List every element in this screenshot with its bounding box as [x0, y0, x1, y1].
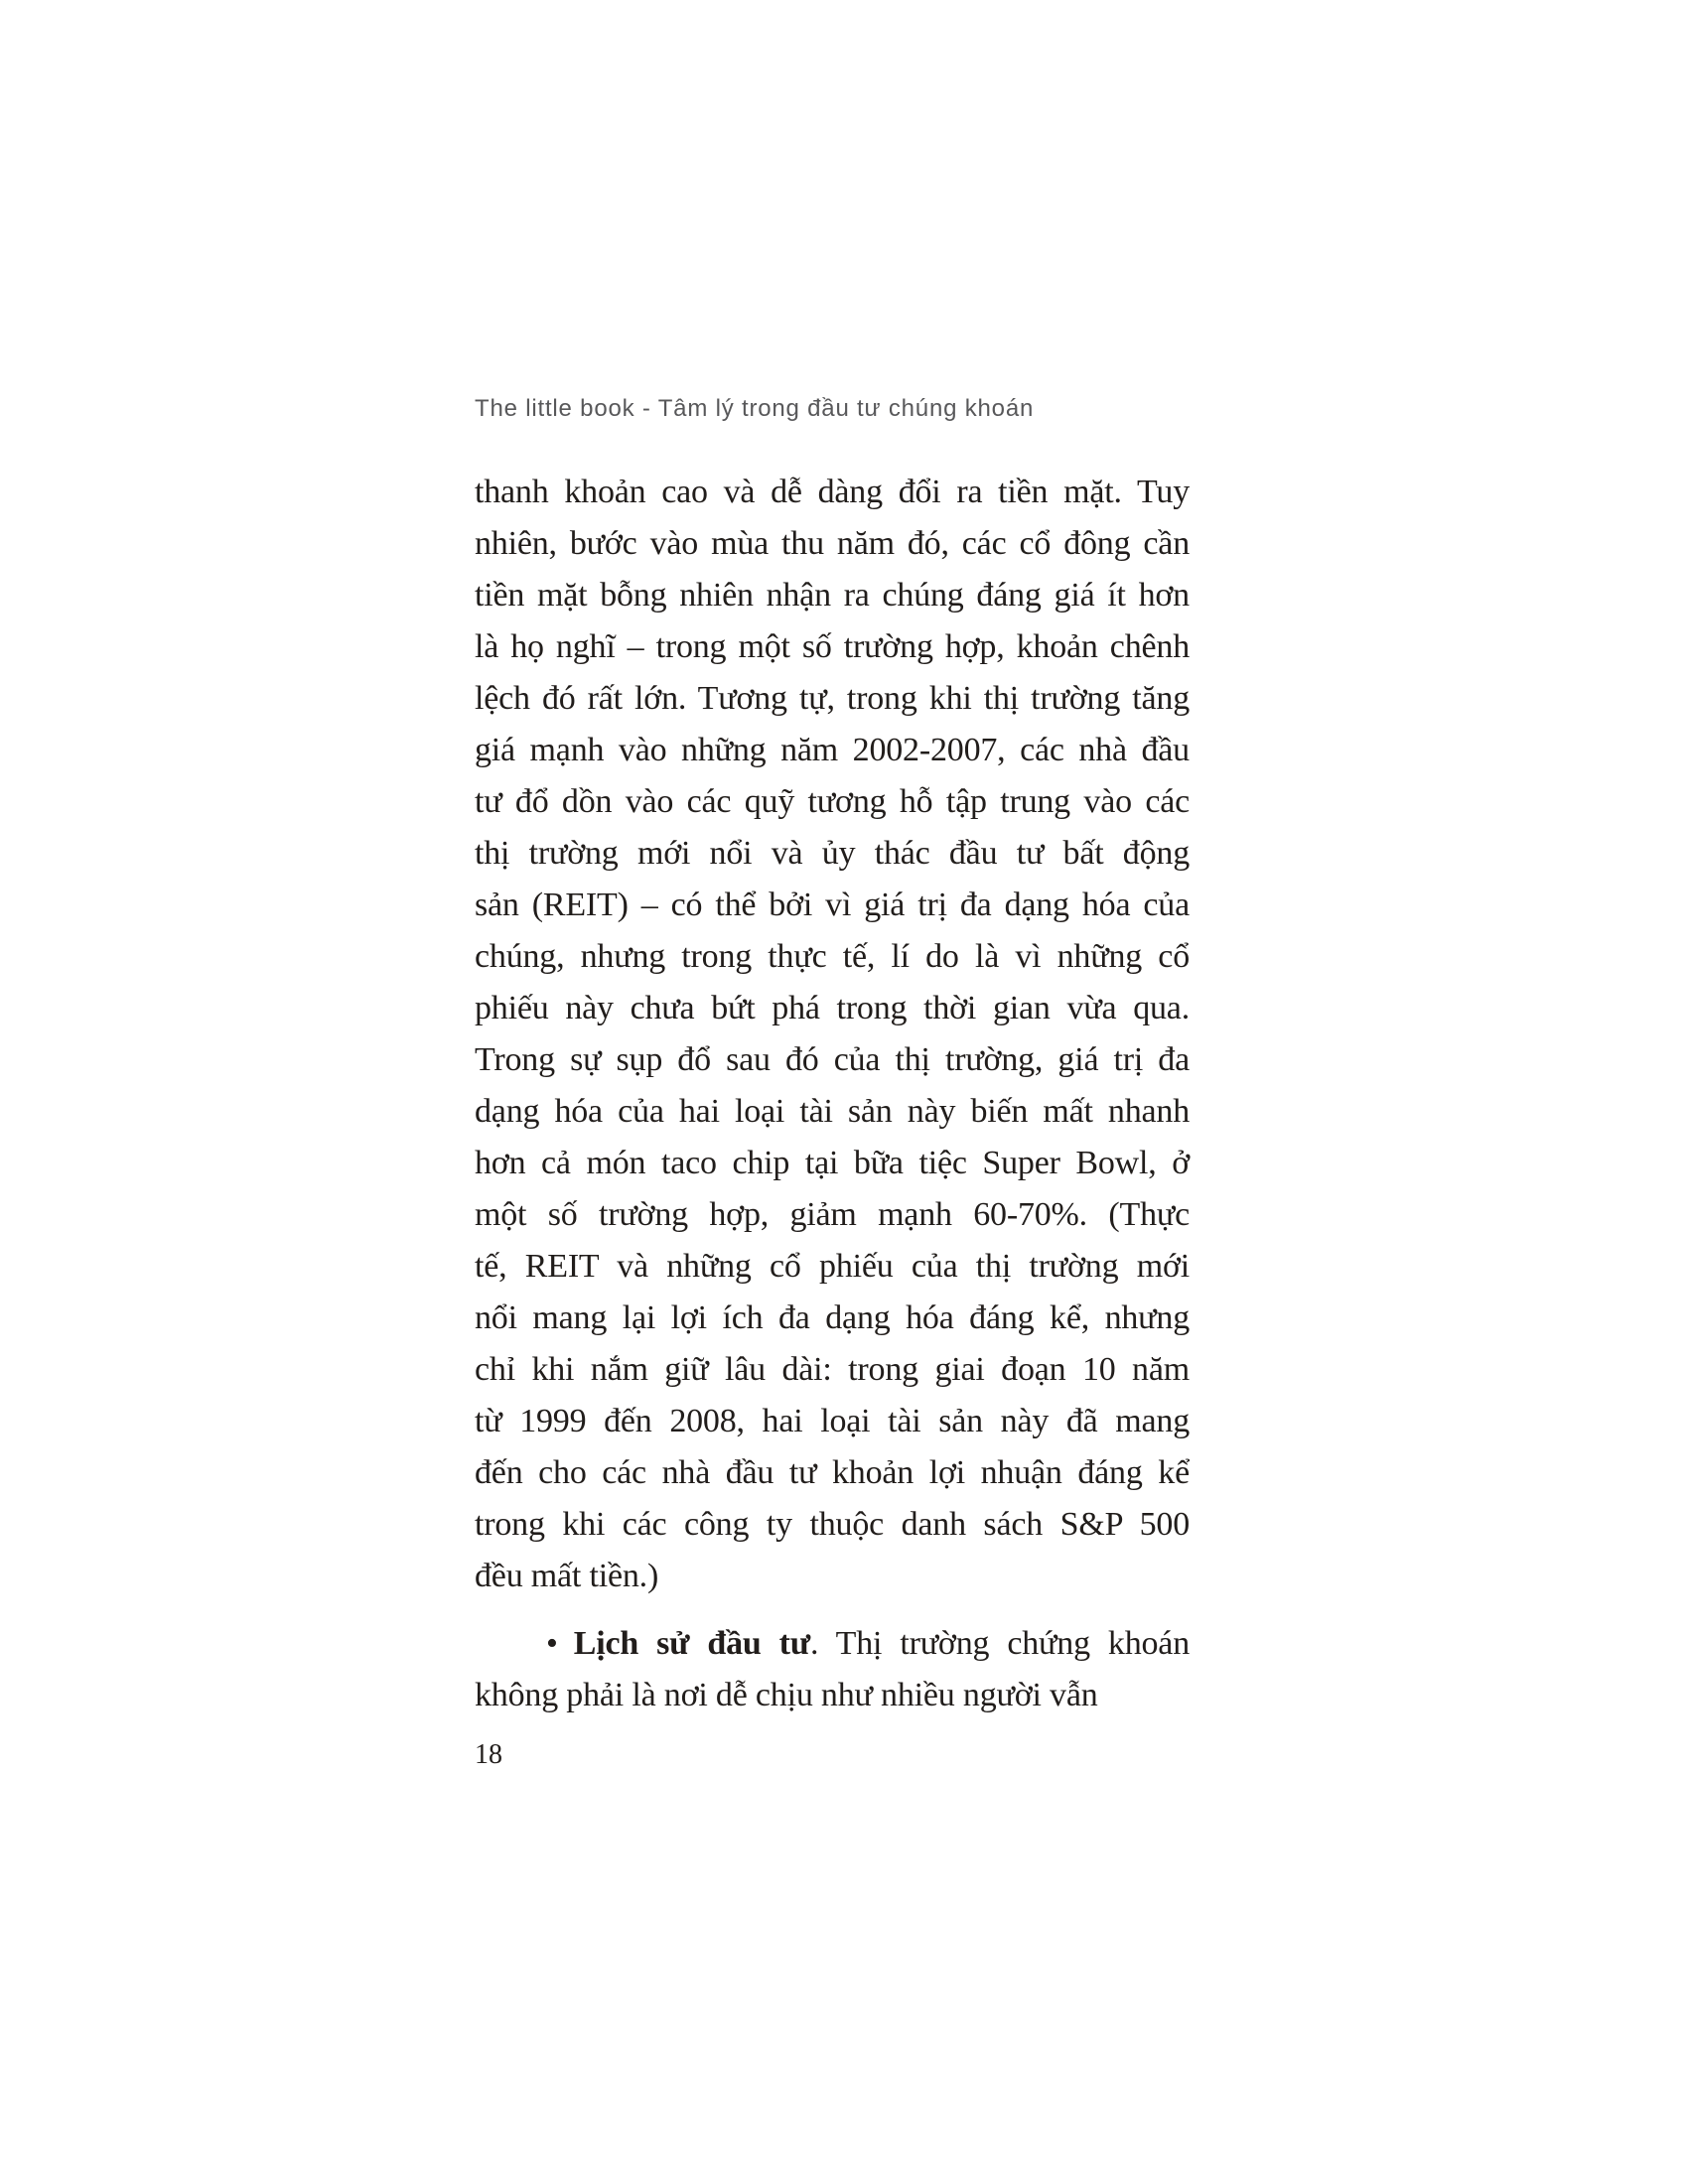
text-line: hơn cả món taco chip tại bữa tiệc Super Bowl, ở	[475, 1145, 1190, 1181]
text-line: tế, REIT và những cổ phiếu của thị trường mới	[475, 1248, 1190, 1285]
body-text	[475, 467, 1190, 1721]
bullet-term: Lịch sử đầu tư	[573, 1625, 810, 1662]
text-line: chúng, nhưng trong thực tế, lí do là vì những cổ	[475, 938, 1190, 975]
text-line: trong khi các công ty thuộc danh sách S&P 500	[475, 1506, 1190, 1543]
text-line	[475, 1618, 1190, 1670]
running-header: The little book - Tâm lý trong đầu tư chúng khoán	[475, 395, 1035, 422]
text-line: không phải là nơi dễ chịu như nhiều người vẫn	[475, 1677, 1098, 1713]
bullet-line-rest: . Thị trường chứng khoán	[809, 1625, 1190, 1662]
text-line: phiếu này chưa bứt phá trong thời gian vừa qua.	[475, 990, 1190, 1026]
text-line: nổi mang lại lợi ích đa dạng hóa đáng kể, nhưng	[475, 1299, 1190, 1336]
text-line: dạng hóa của hai loại tài sản này biến mất nhanh	[475, 1093, 1190, 1130]
text-line: sản (REIT) – có thể bởi vì giá trị đa dạng hóa của	[475, 887, 1190, 923]
text-line: từ 1999 đến 2008, hai loại tài sản này đã mang	[475, 1403, 1190, 1439]
text-line: tư đổ dồn vào các quỹ tương hỗ tập trung vào các	[475, 783, 1190, 820]
text-line: thị trường mới nổi và ủy thác đầu tư bất động	[475, 835, 1190, 872]
text-line: đều mất tiền.)	[475, 1558, 659, 1594]
text-line: là họ nghĩ – trong một số trường hợp, khoản chênh	[475, 628, 1190, 665]
text-line: một số trường hợp, giảm mạnh 60-70%. (Thực	[475, 1196, 1190, 1233]
text-line: thanh khoản cao và dễ dàng đổi ra tiền mặt. Tuy	[475, 474, 1190, 510]
text-line: giá mạnh vào những năm 2002-2007, các nhà đầu	[475, 732, 1190, 768]
text-line: Trong sự sụp đổ sau đó của thị trường, giá trị đa	[475, 1041, 1190, 1078]
text-line: nhiên, bước vào mùa thu năm đó, các cổ đông cần	[475, 525, 1190, 562]
text-line: đến cho các nhà đầu tư khoản lợi nhuận đáng kể	[475, 1454, 1190, 1491]
bullet-paragraph	[475, 1618, 1190, 1721]
text-line: tiền mặt bỗng nhiên nhận ra chúng đáng giá ít hơn	[475, 577, 1190, 614]
page-number: 18	[475, 1739, 502, 1770]
bullet-icon: •	[546, 1625, 558, 1662]
text-line: lệch đó rất lớn. Tương tự, trong khi thị trường tăng	[475, 680, 1190, 717]
text-line: chỉ khi nắm giữ lâu dài: trong giai đoạn 10 năm	[475, 1351, 1190, 1388]
